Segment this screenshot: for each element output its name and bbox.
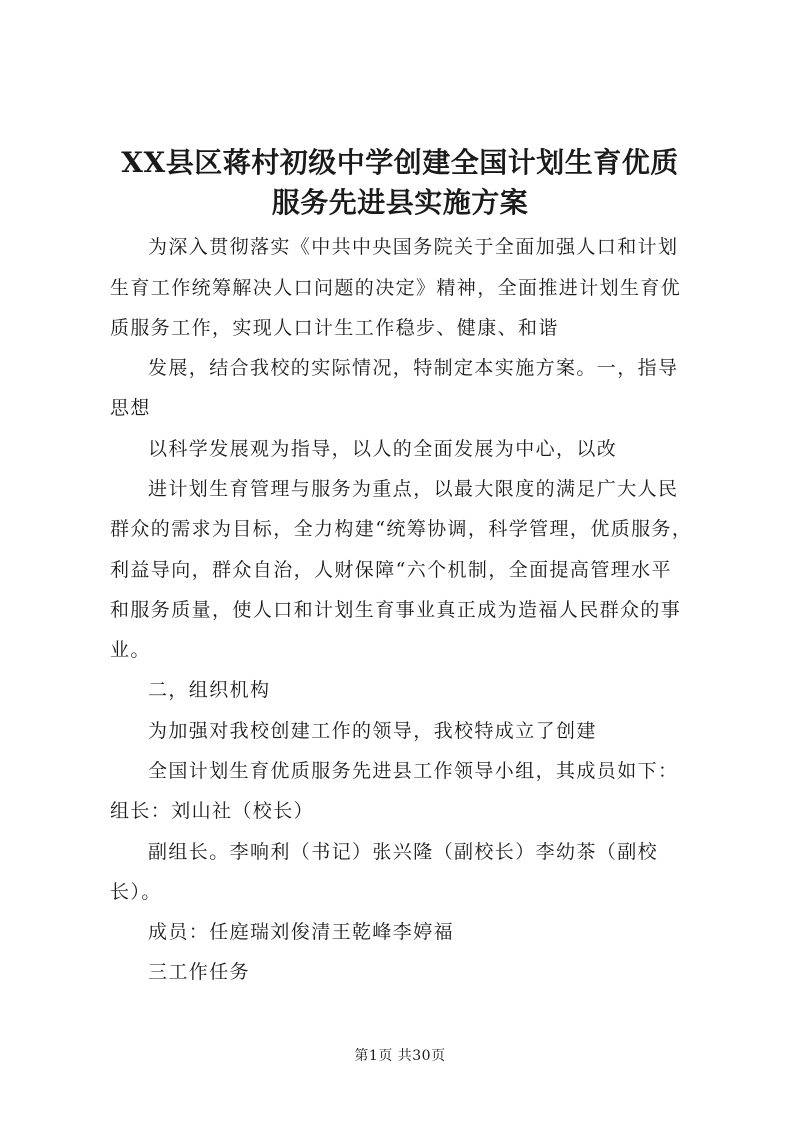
section-heading: 二，组织机构	[148, 679, 271, 701]
body-line: 群众的需求为目标，全力构建“统筹协调，科学管理，优质服务，	[110, 518, 693, 540]
body-line: 业。	[110, 639, 151, 661]
body-line: 进计划生育管理与服务为重点，以最大限度的满足广大人民	[148, 478, 679, 500]
document-title-line-1: XX县区蒋村初级中学创建全国计划生育优质	[121, 146, 679, 179]
body-line: 思想	[110, 397, 151, 419]
page-number-footer: 第1页 共30页	[354, 1048, 446, 1064]
body-line: 以科学发展观为指导，以人的全面发展为中心，以改	[148, 438, 618, 460]
document-title-line-2: 服务先进县实施方案	[271, 186, 529, 219]
body-line: 长）。	[110, 881, 162, 903]
body-line: 成员：任庭瑞刘俊清王乾峰李婷福	[148, 921, 455, 943]
body-line: 生育工作统筹解决人口问题的决定》精神，全面推进计划生育优	[110, 277, 682, 299]
body-line: 质服务工作，实现人口计生工作稳步、健康、和谐	[110, 317, 559, 339]
body-line: 组长：刘山社（校长）	[110, 800, 315, 822]
section-heading: 三工作任务	[148, 961, 251, 983]
body-line: 为深入贯彻落实《中共中央国务院关于全面加强人口和计划	[148, 236, 679, 258]
body-line: 利益导向，群众自治，人财保障“六个机制，全面提高管理水平	[110, 559, 672, 581]
body-line: 为加强对我校创建工作的领导，我校特成立了创建	[148, 720, 597, 742]
body-line: 发展，结合我校的实际情况，特制定本实施方案。一，指导	[148, 357, 679, 379]
body-line: 副组长。李响利（书记）张兴隆（副校长）李幼茶（副校	[148, 841, 659, 863]
body-line: 全国计划生育优质服务先进县工作领导小组，其成员如下：	[148, 760, 679, 782]
body-line: 和服务质量，使人口和计划生育事业真正成为造福人民群众的事	[110, 599, 682, 621]
